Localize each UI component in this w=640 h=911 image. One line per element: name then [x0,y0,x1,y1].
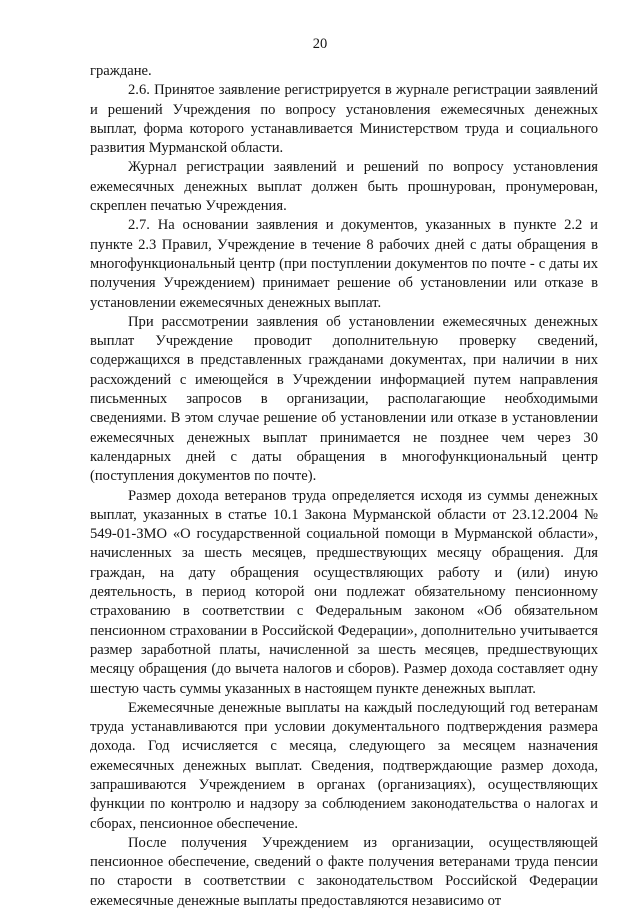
paragraph-2-6: 2.6. Принятое заявление регистрируется в журнале регистрации заявлений и решений Учреждения по вопросу установления ежемесячных денежных выплат, форма которого устанавливается Министерством труда и социального развития Мурманской области. [90,82,598,157]
paragraph-2-7: 2.7. На основании заявления и документов, указанных в пункте 2.2 и пункте 2.3 Правил, Учреждение в течение 8 рабочих дней с даты обращения в многофункциональный центр (при поступлении документов по почте - с даты их получения Учреждением) принимает решение об установлении или отказе в установлении ежемесячных денежных выплат. [90,217,598,311]
paragraph-income-size: Размер дохода ветеранов труда определяется исходя из суммы денежных выплат, указанных в статье 10.1 Закона Мурманской области от 23.12.2004 № 549-01-ЗМО «О государственной социальной помощи в Мурманской области», начисленных за шесть месяцев, предшествующих месяцу обращения. Для граждан, на дату обращения осуществляющих работу и (или) иную деятельность, в период которой они подлежат обязательному пенсионному страхованию в соответствии с Федеральным законом «Об обязательном пенсионном страховании в Российской Федерации», дополнительно учитывается размер заработной платы, начисленной за шесть месяцев, предшествующих месяцу обращения (до вычета налогов и сборов). Размер дохода составляет одну шестую часть суммы указанных в настоящем пункте денежных выплат. [90,487,598,697]
document-body [90,62,598,911]
paragraph-journal: Журнал регистрации заявлений и решений по вопросу установления ежемесячных денежных выплат должен быть прошнурован, пронумерован, скреплен печатью Учреждения. [90,159,598,215]
page-number: 20 [312,36,328,52]
paragraph-annual-payments: Ежемесячные денежные выплаты на каждый последующий год ветеранам труда устанавливаются при условии документального подтверждения размера дохода. Год исчисляется с месяца, следующего за месяцем назначения ежемесячных денежных выплат. Сведения, подтверждающие размер дохода, запрашиваются Учреждением в органах (организациях), осуществляющих функции по контролю и надзору за соблюдением законодательства о налогах и сборах, пенсионное обеспечение. [90,699,598,832]
paragraph-verification: При рассмотрении заявления об установлении ежемесячных денежных выплат Учреждение проводит дополнительную проверку сведений, содержащихся в представленных гражданами документах, при наличии в них расхождений с имеющейся в Учреждении информацией путем направления письменных запросов в организации, располагающие необходимыми сведениями. В этом случае решение об установлении или отказе в установлении ежемесячных денежных выплат принимается не позднее чем через 30 календарных дней с даты обращения в многофункциональный центр (поступления документов по почте). [90,313,598,485]
paragraph-continuation: граждане. [90,63,152,79]
paragraph-pension-info: После получения Учреждением из организации, осуществляющей пенсионное обеспечение, сведений о факте получения ветеранами труда пенсии по старости в соответствии с законодательством Российской Федерации ежемесячные денежные выплаты предоставляются независимо от [90,834,598,909]
